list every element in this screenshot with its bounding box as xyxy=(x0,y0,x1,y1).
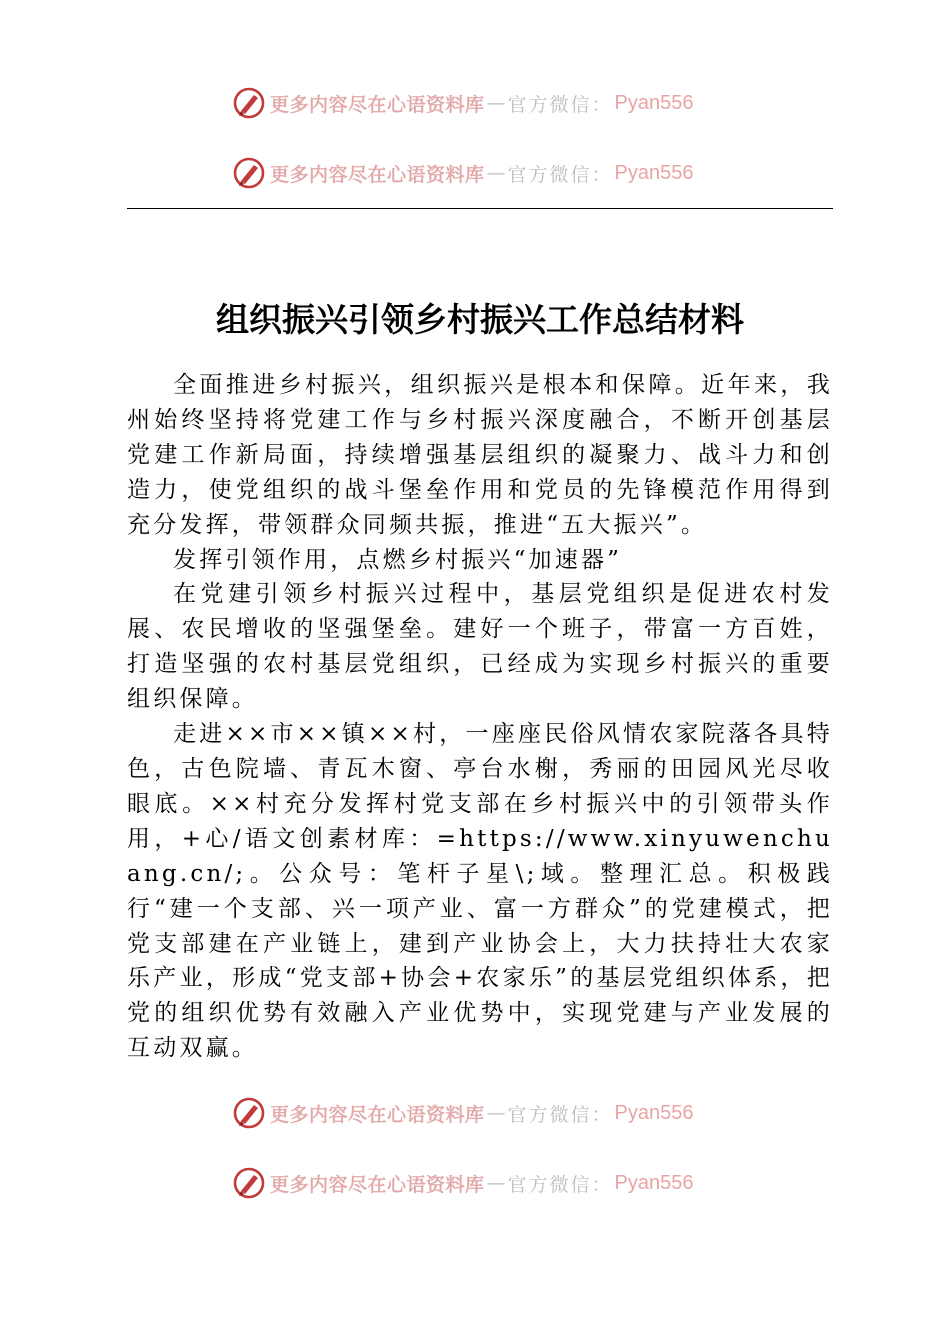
body-paragraph: 在党建引领乡村振兴过程中，基层党组织是促进农村发展、农民增收的坚强堡垒。建好一个班子，带富一方百姓，打造坚强的农村基层党组织，已经成为实现乡村振兴的重要组织保障。 xyxy=(127,581,833,713)
watermark-separator: — xyxy=(486,162,506,184)
document-title: 组织振兴引领乡村振兴工作总结材料 xyxy=(216,300,744,340)
watermark-banner-top-2 xyxy=(232,156,694,190)
watermark-separator: — xyxy=(486,1172,506,1194)
watermark-wechat-id: Pyan556 xyxy=(614,1101,694,1124)
watermark-banner-top-1 xyxy=(232,86,694,120)
watermark-text: 更多内容尽在心语资料库 xyxy=(270,1173,485,1196)
watermark-wechat-label: 官方微信： xyxy=(507,163,613,186)
watermark-wechat-id: Pyan556 xyxy=(614,1171,694,1194)
watermark-separator: — xyxy=(486,1102,506,1124)
document-body xyxy=(127,368,833,1066)
watermark-banner-bottom-1 xyxy=(232,1096,694,1130)
watermark-text: 更多内容尽在心语资料库 xyxy=(270,93,485,116)
watermark-text: 更多内容尽在心语资料库 xyxy=(270,163,485,186)
watermark-banner-bottom-2 xyxy=(232,1166,694,1200)
header-rule xyxy=(127,208,833,209)
pen-logo-icon xyxy=(232,1096,266,1130)
watermark-wechat-id: Pyan556 xyxy=(614,161,694,184)
section-heading: 发挥引领作用，点燃乡村振兴“加速器” xyxy=(173,546,623,573)
watermark-text: 更多内容尽在心语资料库 xyxy=(270,1103,485,1126)
body-paragraph: 全面推进乡村振兴，组织振兴是根本和保障。近年来，我州始终坚持将党建工作与乡村振兴深度融合，不断开创基层党建工作新局面，持续增强基层组织的凝聚力、战斗力和创造力，使党组织的战斗堡垒作用和党员的先锋模范作用得到充分发挥，带领群众同频共振，推进“五大振兴”。 xyxy=(127,372,833,538)
pen-logo-icon xyxy=(232,156,266,190)
pen-logo-icon xyxy=(232,1166,266,1200)
watermark-wechat-label: 官方微信： xyxy=(507,93,613,116)
body-paragraph: 走进××市××镇××村，一座座民俗风情农家院落各具特色，古色院墙、青瓦木窗、亭台水榭，秀丽的田园风光尽收眼底。××村充分发挥村党支部在乡村振兴中的引领带头作用，+心/语文创素材库：=https://www.xinyuwenchuang.cn/;。公众号：笔杆子星\;域。整理汇总。积极践行“建一个支部、兴一项产业、富一方群众”的党建模式，把党支部建在产业链上，建到产业协会上，大力扶持壮大农家乐产业，形成“党支部+协会+农家乐”的基层党组织体系，把党的组织优势有效融入产业优势中，实现党建与产业发展的互动双赢。 xyxy=(127,721,833,1062)
pen-logo-icon xyxy=(232,86,266,120)
watermark-wechat-label: 官方微信： xyxy=(507,1103,613,1126)
watermark-separator: — xyxy=(486,92,506,114)
watermark-wechat-id: Pyan556 xyxy=(614,91,694,114)
watermark-wechat-label: 官方微信： xyxy=(507,1173,613,1196)
